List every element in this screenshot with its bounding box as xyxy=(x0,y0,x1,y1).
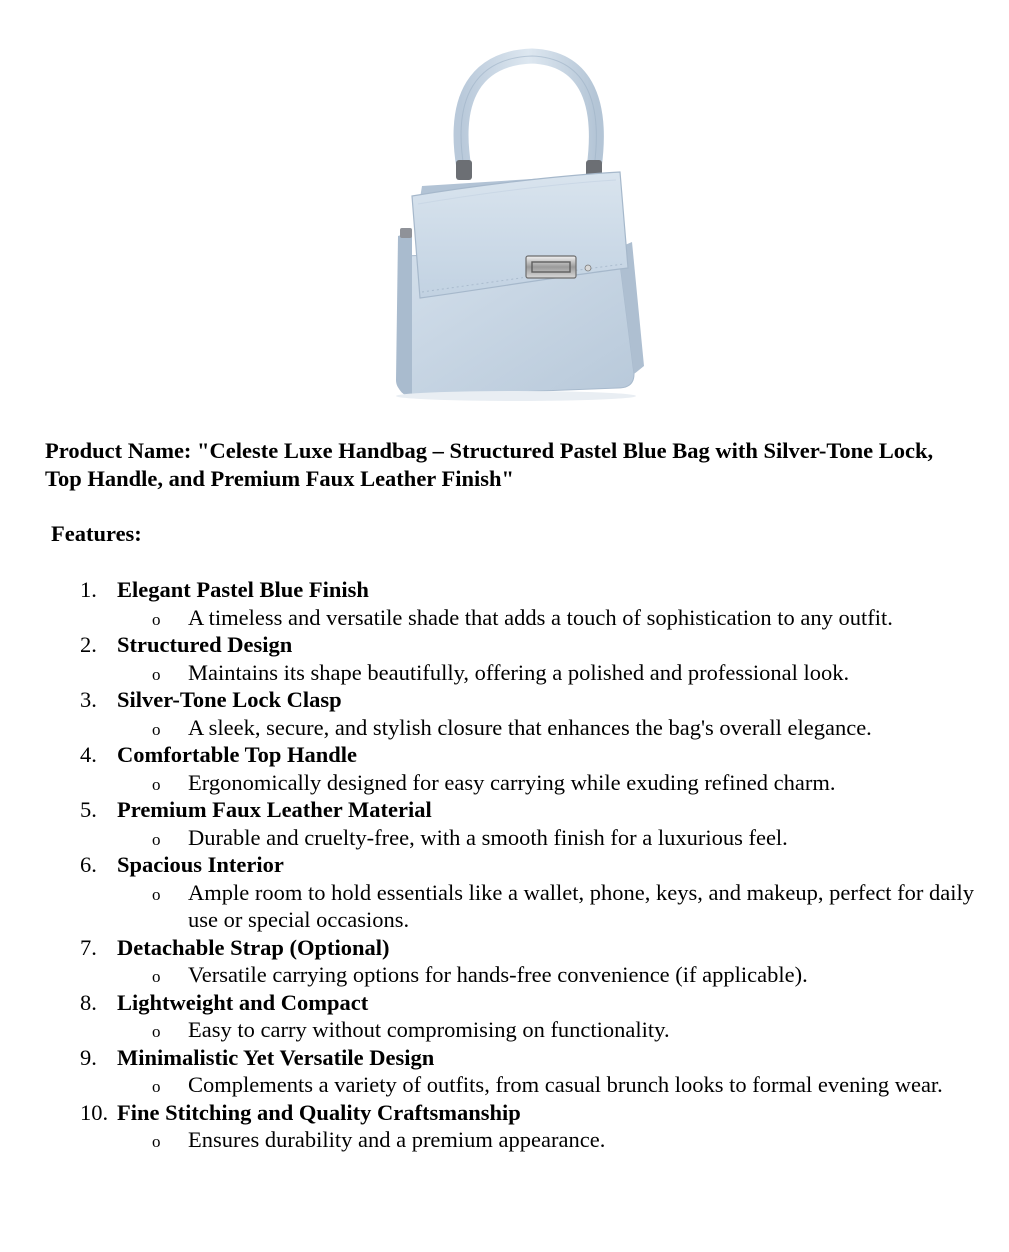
feature-title: Comfortable Top Handle xyxy=(117,742,358,767)
bullet-icon: o xyxy=(152,1132,161,1151)
feature-title: Detachable Strap (Optional) xyxy=(117,934,390,960)
list-item xyxy=(0,934,1009,989)
feature-detail-text: Complements a variety of outfits, from casual brunch looks to formal evening wear. xyxy=(188,1072,943,1097)
feature-detail-text: Versatile carrying options for hands-free convenience (if applicable). xyxy=(188,962,808,987)
feature-detail xyxy=(0,1126,1009,1154)
feature-detail xyxy=(0,961,1009,989)
feature-list xyxy=(0,576,1009,1154)
feature-detail-text: A sleek, secure, and stylish closure that enhances the bag's overall elegance. xyxy=(188,714,872,740)
list-item xyxy=(0,1099,1009,1154)
list-item xyxy=(0,631,1009,686)
feature-detail xyxy=(0,879,1009,934)
feature-detail xyxy=(0,769,1009,797)
feature-detail-text: Easy to carry without compromising on functionality. xyxy=(188,1017,670,1042)
feature-title: Minimalistic Yet Versatile Design xyxy=(117,1044,435,1070)
bullet-icon: o xyxy=(152,1077,161,1096)
feature-detail xyxy=(0,1071,1009,1099)
bullet-icon: o xyxy=(152,664,161,684)
bullet-icon: o xyxy=(152,1022,161,1041)
feature-number: 2. xyxy=(80,632,97,657)
feature-number: 5. xyxy=(80,797,97,822)
feature-detail-text: Ergonomically designed for easy carrying while exuding refined charm. xyxy=(188,769,836,795)
handle-ring-left xyxy=(456,160,472,180)
feature-detail xyxy=(0,604,1009,632)
feature-number: 8. xyxy=(80,989,97,1015)
list-item xyxy=(0,576,1009,631)
feature-title: Fine Stitching and Quality Craftsmanship xyxy=(117,1099,521,1125)
list-item xyxy=(0,741,1009,796)
feature-title: Elegant Pastel Blue Finish xyxy=(117,577,369,602)
feature-number: 6. xyxy=(80,852,97,877)
feature-detail xyxy=(0,1016,1009,1044)
list-item xyxy=(0,851,1009,934)
feature-detail xyxy=(0,824,1009,852)
feature-detail-text: Maintains its shape beautifully, offering a polished and professional look. xyxy=(188,659,850,685)
bullet-icon: o xyxy=(152,609,161,629)
feature-number: 4. xyxy=(80,742,97,767)
feature-number: 3. xyxy=(80,687,97,712)
feature-detail-text: Durable and cruelty-free, with a smooth finish for a luxurious feel. xyxy=(188,824,788,850)
feature-title: Structured Design xyxy=(117,632,293,657)
feature-title: Spacious Interior xyxy=(117,852,284,877)
product-image xyxy=(382,36,650,408)
bullet-icon: o xyxy=(152,967,161,986)
list-item xyxy=(0,686,1009,741)
list-item xyxy=(0,796,1009,851)
feature-detail xyxy=(0,659,1009,687)
feature-number: 7. xyxy=(80,934,97,960)
lock-clasp xyxy=(526,256,576,278)
feature-detail xyxy=(0,714,1009,742)
feature-number: 10. xyxy=(80,1099,109,1125)
bullet-icon: o xyxy=(152,884,161,904)
feature-title: Lightweight and Compact xyxy=(117,989,369,1015)
product-name: Product Name: "Celeste Luxe Handbag – Structured Pastel Blue Bag with Silver-Tone Lock, Top Handle, and Premium Faux Leather Finish" xyxy=(45,438,934,491)
bullet-icon: o xyxy=(152,829,161,849)
feature-detail-text: Ensures durability and a premium appearance. xyxy=(188,1127,606,1152)
feature-title: Silver-Tone Lock Clasp xyxy=(117,687,342,712)
features-heading: Features: xyxy=(51,521,142,546)
feature-detail-text: Ample room to hold essentials like a wallet, phone, keys, and makeup, perfect for daily use or special occasions. xyxy=(188,879,975,932)
list-item xyxy=(0,1044,1009,1099)
feature-number: 9. xyxy=(80,1044,97,1070)
feature-title: Premium Faux Leather Material xyxy=(117,797,432,822)
feature-detail-text: A timeless and versatile shade that adds a touch of sophistication to any outfit. xyxy=(188,604,893,630)
bullet-icon: o xyxy=(152,774,161,794)
bullet-icon: o xyxy=(152,719,161,739)
feature-number: 1. xyxy=(80,577,97,602)
list-item xyxy=(0,989,1009,1044)
